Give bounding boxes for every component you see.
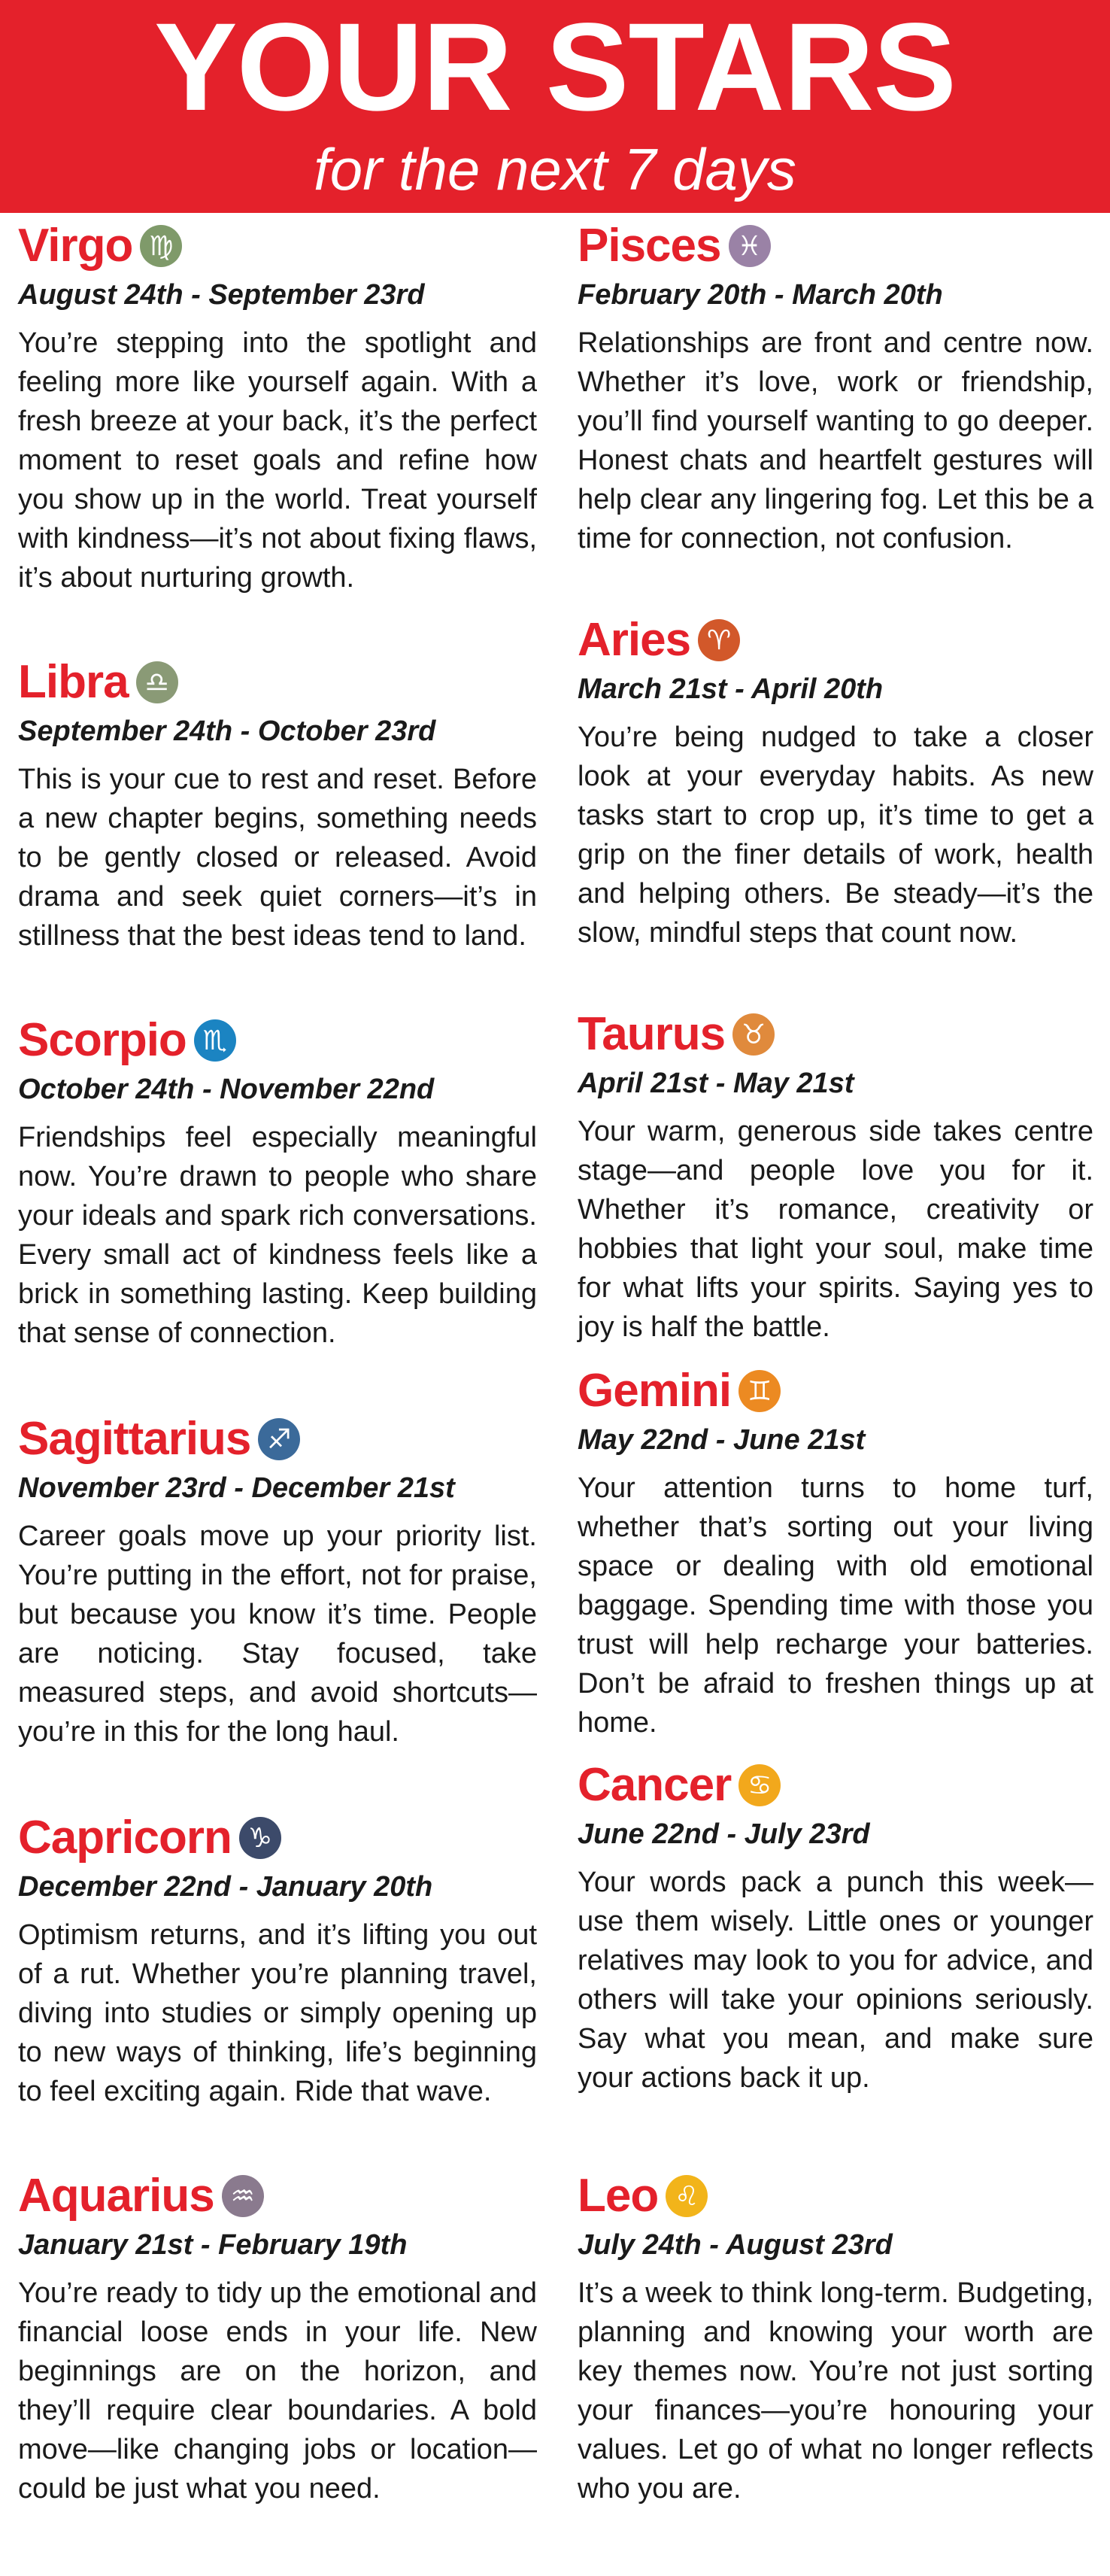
sign-name: Sagittarius bbox=[18, 1413, 251, 1465]
page-subtitle: for the next 7 days bbox=[314, 136, 796, 202]
sign-dates: February 20th - March 20th bbox=[578, 279, 943, 311]
sign-text: Career goals move up your priority list. You’re putting in the effort, not for praise, but because you know it’s time. People are noticing. Stay focused, take measured steps, and avoid shortcuts—you’re in this for the long haul. bbox=[18, 1520, 537, 1748]
sign-text: This is your cue to rest and reset. Before a new chapter begins, something needs to be gently closed or released. Avoid drama and seek quiet corners—it’s in stillness that the best ideas tend to land. bbox=[18, 764, 537, 952]
libra-icon: ♎ bbox=[136, 661, 178, 703]
sign-dates: September 24th - October 23rd bbox=[18, 715, 436, 747]
sign-name: Cancer bbox=[578, 1759, 732, 1811]
sign-name: Virgo bbox=[18, 220, 133, 272]
sign-pisces bbox=[578, 217, 1093, 611]
sign-name: Libra bbox=[18, 656, 129, 708]
sign-text: Relationships are front and centre now. Whether it’s love, work or friendship, you’ll find yourself wanting to go deeper. Honest chats and heartfelt gestures will help clear any lingering fog. Let this be a time for connection, not confusion. bbox=[578, 327, 1093, 554]
sign-text: Your warm, generous side takes centre stage—and people love you for it. Whether it’s romance, creativity or hobbies that light your soul, make time for what lifts your spirits. Saying yes to joy is half the battle. bbox=[578, 1116, 1093, 1343]
sign-name: Capricorn bbox=[18, 1812, 232, 1864]
sign-dates: April 21st - May 21st bbox=[578, 1068, 854, 1099]
taurus-icon: ♉ bbox=[732, 1013, 775, 1056]
sign-dates: May 22nd - June 21st bbox=[578, 1424, 866, 1456]
sign-taurus bbox=[578, 1005, 1093, 1362]
gemini-icon: ♊ bbox=[738, 1370, 781, 1412]
sign-text: Optimism returns, and it’s lifting you out of a rut. Whether you’re planning travel, diving into studies or simply opening up to new ways of thinking, life’s beginning to feel exciting again. Ride that wave. bbox=[18, 1919, 537, 2107]
sign-dates: November 23rd - December 21st bbox=[18, 1472, 455, 1504]
sign-name: Aquarius bbox=[18, 2170, 214, 2222]
sign-text: Friendships feel especially meaningful now. You’re drawn to people who share your ideals and spark rich conversations. Every small act of kindness feels like a brick in something lasting. Keep building that sense of connection. bbox=[18, 1122, 537, 1349]
sign-dates: December 22nd - January 20th bbox=[18, 1871, 433, 1903]
sign-text: You’re ready to tidy up the emotional and financial loose ends in your life. New beginnings are on the horizon, and they’ll require clear boundaries. A bold move—like changing jobs or location—could be just what you need. bbox=[18, 2277, 537, 2505]
sign-text: You’re being nudged to take a closer look at your everyday habits. As new tasks start to crop up, it’s time to get a grip on the finer details of work, health and helping others. Be steady—it’s the slow, mindful steps that count now. bbox=[578, 721, 1093, 949]
sign-cancer bbox=[578, 1756, 1093, 2167]
header-banner bbox=[0, 0, 1110, 213]
sign-text: Your attention turns to home turf, whether that’s sorting out your living space or dealing with old emotional baggage. Spending time with those you trust will help recharge your batteries. Don’t be afraid to freshen things up at home. bbox=[578, 1472, 1093, 1739]
aries-icon: ♈ bbox=[698, 619, 740, 661]
sign-libra bbox=[18, 653, 537, 1011]
sign-name: Taurus bbox=[578, 1008, 726, 1060]
sign-text: You’re stepping into the spotlight and feeling more like yourself again. With a fresh breeze at your back, it’s the perfect moment to reset goals and refine how you show up in the world. Treat yourself with kindness—it’s not about fixing flaws, it’s about nurturing growth. bbox=[18, 327, 537, 594]
virgo-icon: ♍ bbox=[140, 225, 182, 267]
sign-virgo bbox=[18, 217, 537, 653]
page-title: YOUR STARS bbox=[153, 0, 956, 137]
cancer-icon: ♋ bbox=[738, 1764, 781, 1806]
sign-dates: October 24th - November 22nd bbox=[18, 1074, 435, 1105]
sign-dates: January 21st - February 19th bbox=[18, 2229, 408, 2261]
sign-text: Your words pack a punch this week—use them wisely. Little ones or younger relatives may look to you for advice, and others will take your opinions seriously. Say what you mean, and make sure your actions back it up. bbox=[578, 1867, 1093, 2094]
sagittarius-icon: ♐ bbox=[258, 1418, 300, 1460]
scorpio-icon: ♏ bbox=[194, 1019, 236, 1062]
sign-gemini bbox=[578, 1362, 1093, 1756]
sign-name: Aries bbox=[578, 614, 691, 666]
capricorn-icon: ♑ bbox=[239, 1817, 281, 1859]
sign-aries bbox=[578, 611, 1093, 1005]
sign-name: Leo bbox=[578, 2170, 659, 2222]
sign-text: It’s a week to think long-term. Budgeting, planning and knowing your worth are key themes now. You’re not just sorting your finances—you’re honouring your values. Let go of what no longer reflects who you are. bbox=[578, 2277, 1093, 2505]
left-column bbox=[18, 217, 537, 2565]
sign-capricorn bbox=[18, 1809, 537, 2167]
sign-name: Scorpio bbox=[18, 1014, 187, 1066]
leo-icon: ♌ bbox=[666, 2175, 708, 2217]
aquarius-icon: ♒ bbox=[222, 2175, 264, 2217]
sign-leo bbox=[578, 2167, 1093, 2573]
sign-name: Gemini bbox=[578, 1365, 732, 1417]
pisces-icon: ♓ bbox=[729, 225, 771, 267]
sign-dates: June 22nd - July 23rd bbox=[578, 1818, 870, 1850]
sign-dates: March 21st - April 20th bbox=[578, 673, 884, 705]
sign-scorpio bbox=[18, 1011, 537, 1410]
sign-dates: July 24th - August 23rd bbox=[578, 2229, 893, 2261]
right-column bbox=[578, 217, 1093, 2573]
sign-name: Pisces bbox=[578, 220, 721, 272]
sign-sagittarius bbox=[18, 1410, 537, 1809]
sign-aquarius bbox=[18, 2167, 537, 2565]
sign-dates: August 24th - September 23rd bbox=[18, 279, 425, 311]
